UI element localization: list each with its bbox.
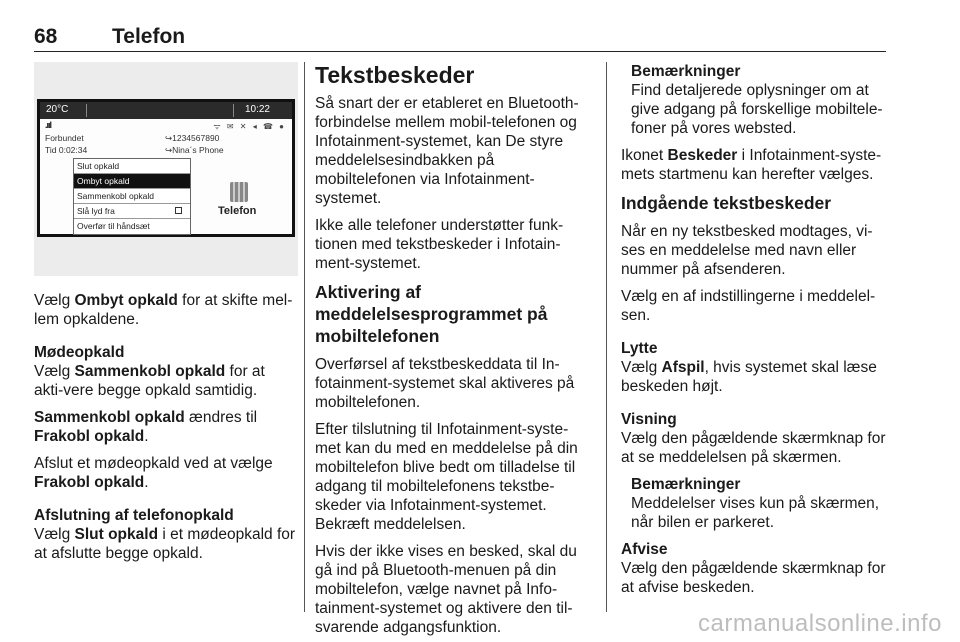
ui-term: Sammenkobl opkald [34, 409, 185, 426]
text: , hvis systemet skal læse beskeden højt. [621, 359, 877, 395]
paragraph: Så snart der er etableret en Bluetooth-forbindelse mellem mobil-telefonen og Infotainment-systemet, kan De styre meddelelsesindbakken på mobiltelefonen via Infotainment-systemet. [315, 95, 579, 207]
text: . [144, 474, 149, 491]
subsection-heading: Aktivering af meddelelsesprogrammet på mobiltelefonen [315, 282, 548, 346]
second-caller: ↪Nina´s Phone [165, 145, 224, 155]
paragraph: Vælg en af indstillingerne i meddelel-sen. [621, 288, 876, 324]
paragraph: Overførsel af tekstbeskeddata til In-fotainment-systemet skal aktiveres på mobiltelefonen. [315, 356, 575, 411]
clock: 10:22 [244, 104, 270, 115]
page-header [34, 22, 886, 52]
text: Afslut et mødeopkald ved at vælge [34, 455, 273, 472]
column-1 [34, 291, 298, 571]
section-heading: Tekstbeskeder [315, 62, 475, 88]
subheading: Lytte [621, 340, 658, 357]
note-title: Bemærkninger [631, 63, 741, 80]
column-2 [315, 62, 593, 642]
subheading: Mødeopkald [34, 344, 125, 361]
text: ændres til [184, 409, 258, 426]
infotainment-screen [37, 99, 295, 237]
paragraph [34, 362, 298, 400]
subheading: Afvise [621, 541, 668, 558]
page-number: 68 [34, 25, 58, 48]
connection-status: Forbundet [45, 133, 84, 143]
checkbox-icon[interactable] [175, 207, 182, 214]
call-menu [73, 158, 191, 235]
menu-item-mute[interactable] [74, 204, 190, 219]
paragraph [621, 146, 889, 184]
note-box [631, 62, 889, 138]
ui-term: Frakobl opkald [34, 428, 145, 445]
paragraph [34, 408, 298, 446]
subsection-heading: Indgående tekstbeskeder [621, 193, 832, 213]
call-duration: Tid 0:02:34 [45, 145, 88, 155]
signal-icon: .ııl [45, 120, 52, 130]
text: Vælg [621, 359, 662, 376]
subheading: Afslutning af telefonopkald [34, 507, 234, 524]
paragraph: Vælg den pågældende skærmknap for at afvise beskeden. [621, 560, 886, 596]
text: . [144, 428, 149, 445]
text: i Infotainment-syste-mets startmenu kan herefter vælges. [621, 147, 882, 183]
infotainment-screenshot [34, 62, 298, 276]
note-title: Bemærkninger [631, 476, 741, 493]
subheading: Visning [621, 411, 677, 428]
ui-term: Sammenkobl opkald [74, 363, 226, 380]
ui-term: Slut opkald [74, 526, 159, 543]
text: Ikonet [621, 147, 668, 164]
page-title: Telefon [112, 25, 186, 48]
menu-item-transfer-handset[interactable]: Overfør til håndsæt [77, 221, 150, 231]
ui-term: Frakobl opkald [34, 474, 145, 491]
paragraph [34, 525, 298, 563]
text: for at skifte mel-lem opkaldene. [34, 292, 293, 328]
paragraph: Når en ny tekstbesked modtages, vi-ses en meddelelse med navn eller nummer på afsenderen. [621, 223, 873, 278]
menu-item-label: Slå lyd fra [77, 206, 115, 216]
divider [86, 104, 87, 117]
column-3 [621, 62, 889, 605]
menu-item-swap-call[interactable]: Ombyt opkald [74, 174, 190, 189]
note-box [631, 475, 889, 532]
ui-term: Afspil [661, 359, 705, 376]
status-icons: ᯤ ✉ ✕ ◂ ☎ ● [213, 122, 286, 131]
paragraph: Ikke alle telefoner understøtter funk-tionen med tekstbeskeder i Infotain-ment-systemet. [315, 217, 564, 272]
note-text: Meddelelser vises kun på skærmen, når bilen er parkeret. [631, 495, 880, 531]
temperature: 20°C [46, 104, 69, 115]
ui-term: Beskeder [667, 147, 738, 164]
column-divider [606, 62, 607, 612]
caller-number: ↪1234567890 [165, 133, 220, 143]
ui-term: Ombyt opkald [74, 292, 178, 309]
watermark: carmanualsonline.info [698, 610, 942, 637]
paragraph [621, 358, 889, 396]
text: Vælg [34, 526, 75, 543]
paragraph: Hvis der ikke vises en besked, skal du gå ind på Bluetooth-menuen på din mobiltelefon, vælge navnet på Info-tainment-systemet og aktivere den til-svarende adgangsfunktion. [315, 543, 577, 636]
paragraph [34, 291, 298, 329]
paragraph: Vælg den pågældende skærmknap for at se meddelelsen på skærmen. [621, 430, 886, 466]
menu-item-merge-calls[interactable]: Sammenkobl opkald [74, 189, 190, 204]
phone-app-icon[interactable] [230, 182, 248, 202]
text: for at akti-vere begge opkald samtidig. [34, 363, 265, 399]
status-bar [40, 102, 292, 119]
paragraph: Efter tilslutning til Infotainment-syste-met kan du med en meddelelse på din mobiltelefon blive bedt om tilladelse til adgang til mobiltelefonens tekstbe-skeder via Infotainment-systemet. Bekræft meddelelsen. [315, 421, 578, 533]
phone-app-label: Telefon [218, 205, 257, 217]
text: i et mødeopkald for at afslutte begge opkald. [34, 526, 296, 562]
menu-item-end-call[interactable]: Slut opkald [74, 159, 190, 174]
text: Vælg [34, 292, 75, 309]
column-divider [304, 62, 305, 612]
note-text: Find detaljerede oplysninger om at give adgang på forskellige mobiltele-foner på vores websted. [631, 82, 883, 137]
divider [233, 104, 234, 117]
paragraph [34, 454, 298, 492]
text: Vælg [34, 363, 75, 380]
